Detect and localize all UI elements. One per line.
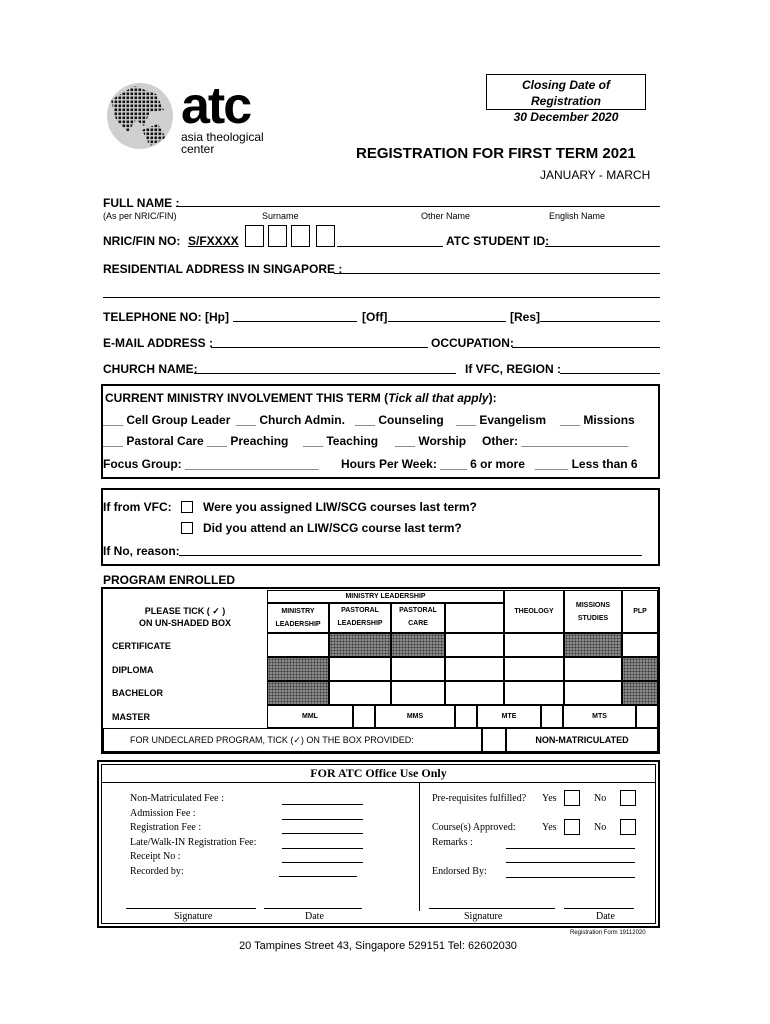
shaded-cell — [267, 681, 329, 705]
receipt-no-field[interactable] — [282, 862, 363, 863]
full-name-note: (As per NRIC/FIN) — [103, 211, 177, 221]
closing-date-label: Closing Date of Registration — [521, 78, 610, 108]
non-matriculated-fee-label: Non-Matriculated Fee : — [130, 793, 224, 804]
logo-subtitle: asia theological center — [181, 130, 264, 156]
footer-address: 20 Tampines Street 43, Singapore 529151 Tel: 62602030 — [239, 940, 517, 952]
student-id-label: ATC STUDENT ID: — [446, 234, 550, 248]
row-bachelor: BACHELOR — [112, 688, 163, 698]
row-master: MASTER — [112, 712, 150, 722]
master-mml-checkbox[interactable] — [353, 705, 375, 728]
remarks-field-line2[interactable] — [506, 862, 635, 863]
program-checkbox[interactable] — [504, 633, 564, 657]
program-checkbox[interactable] — [445, 681, 504, 705]
reason-field[interactable] — [179, 555, 642, 556]
ministry-option-worship[interactable]: ___ Worship — [395, 434, 467, 448]
remarks-label: Remarks : — [432, 837, 473, 848]
signature-line-right[interactable] — [429, 908, 555, 909]
focus-group-field[interactable]: Focus Group: ____________________ — [103, 457, 319, 471]
prereq-yes-label: Yes — [542, 793, 557, 804]
address-label: RESIDENTIAL ADDRESS IN SINGAPORE : — [103, 262, 343, 276]
student-id-field[interactable] — [545, 246, 660, 247]
program-checkbox[interactable] — [504, 681, 564, 705]
ministry-leadership-header: MINISTRY LEADERSHIP — [267, 590, 504, 603]
endorsed-by-label: Endorsed By: — [432, 866, 487, 877]
registration-fee-label: Registration Fee : — [130, 822, 202, 833]
courses-yes-label: Yes — [542, 822, 557, 833]
ministry-heading: CURRENT MINISTRY INVOLVEMENT THIS TERM (Tick all that apply): — [105, 391, 497, 405]
program-checkbox[interactable] — [329, 681, 391, 705]
col-plp: PLP — [622, 590, 658, 633]
ministry-option-counseling[interactable]: ___ Counseling — [355, 413, 444, 427]
date-line-right[interactable] — [564, 908, 634, 909]
ministry-option-evangelism[interactable]: ___ Evangelism — [456, 413, 547, 427]
row-diploma: DIPLOMA — [112, 665, 154, 675]
signature-label-left: Signature — [174, 911, 213, 922]
church-field[interactable] — [194, 373, 456, 374]
nric-value: S/FXXXX — [188, 234, 239, 248]
undeclared-label: FOR UNDECLARED PROGRAM, TICK (✓) ON THE BOX PROVIDED: — [130, 735, 414, 745]
shaded-cell — [622, 681, 658, 705]
master-mts-label: MTS — [563, 705, 636, 728]
master-mms-label: MMS — [375, 705, 455, 728]
shaded-cell — [622, 657, 658, 681]
res-phone-label: [Res] — [510, 310, 541, 324]
master-mml-label: MML — [267, 705, 353, 728]
col-pastoral-care: PASTORAL CARE — [391, 603, 445, 633]
occupation-field[interactable] — [512, 347, 660, 348]
program-instruction: PLEASE TICK ( ✓ ) ON UN-SHADED BOX — [138, 606, 231, 628]
courses-approved-label: Course(s) Approved: — [432, 822, 516, 833]
hp-field[interactable] — [233, 321, 357, 322]
occupation-label: OCCUPATION: — [431, 336, 514, 350]
courses-no-label: No — [594, 822, 607, 833]
late-registration-fee-field[interactable] — [282, 848, 363, 849]
vfc-assigned-question: Were you assigned LIW/SCG courses last term? — [203, 500, 477, 514]
shaded-cell — [267, 657, 329, 681]
prereq-label: Pre-requisites fulfilled? — [432, 793, 527, 804]
address-field[interactable] — [334, 273, 660, 274]
res-phone-field[interactable] — [540, 321, 660, 322]
logo-globe-icon — [106, 80, 174, 152]
master-mms-checkbox[interactable] — [455, 705, 477, 728]
program-checkbox[interactable] — [564, 657, 622, 681]
signature-label-right: Signature — [464, 911, 503, 922]
prereq-no-checkbox[interactable] — [620, 790, 636, 806]
admission-fee-label: Admission Fee : — [130, 808, 196, 819]
program-checkbox[interactable] — [329, 657, 391, 681]
email-label: E-MAIL ADDRESS : — [103, 336, 214, 350]
courses-yes-checkbox[interactable] — [564, 819, 580, 835]
non-matriculated-checkbox[interactable] — [482, 728, 506, 752]
late-registration-fee-label: Late/Walk-IN Registration Fee: — [130, 837, 257, 848]
full-name-label: FULL NAME : — [103, 196, 180, 210]
date-line-left[interactable] — [264, 908, 362, 909]
courses-no-checkbox[interactable] — [620, 819, 636, 835]
page-title: REGISTRATION FOR FIRST TERM 2021 — [356, 145, 636, 162]
vfc-attended-question: Did you attend an LIW/SCG course last term? — [203, 521, 462, 535]
non-matriculated-label: NON-MATRICULATED — [506, 728, 658, 752]
program-heading: PROGRAM ENROLLED — [103, 573, 235, 587]
english-name-label: English Name — [549, 211, 606, 221]
reason-label: If No, reason: — [103, 544, 180, 558]
program-checkbox[interactable] — [391, 657, 445, 681]
surname-label: Surname — [262, 211, 299, 221]
nric-label: NRIC/FIN NO: — [103, 234, 181, 248]
vfc-label: If from VFC: — [103, 500, 172, 514]
shaded-cell — [329, 633, 391, 657]
ministry-option-teaching[interactable]: ___ Teaching — [303, 434, 379, 448]
ministry-option-other[interactable]: Other: ________________ — [482, 434, 629, 448]
program-checkbox[interactable] — [391, 681, 445, 705]
shaded-cell — [564, 633, 622, 657]
prereq-yes-checkbox[interactable] — [564, 790, 580, 806]
non-matriculated-fee-field[interactable] — [282, 804, 363, 805]
col-pastoral-leadership: PASTORAL LEADERSHIP — [329, 603, 391, 633]
row-certificate: CERTIFICATE — [112, 641, 171, 651]
ministry-option-missions[interactable]: ___ Missions — [560, 413, 635, 427]
nric-field[interactable] — [337, 246, 443, 247]
program-checkbox[interactable] — [622, 633, 658, 657]
master-mts-checkbox[interactable] — [636, 705, 658, 728]
office-title: FOR ATC Office Use Only — [310, 766, 447, 780]
col-theology: THEOLOGY — [504, 590, 564, 633]
col-ministry-leadership: MINISTRY LEADERSHIP — [267, 603, 329, 633]
vfc-region-field[interactable] — [560, 373, 660, 374]
ministry-option-church-admin[interactable]: ___ Church Admin. — [236, 413, 345, 427]
office-divider — [419, 783, 420, 911]
other-name-label: Other Name — [421, 211, 471, 221]
program-checkbox[interactable] — [564, 681, 622, 705]
full-name-field[interactable] — [176, 206, 660, 207]
date-label-right: Date — [596, 911, 615, 922]
closing-date-value: 30 December 2020 — [513, 110, 619, 124]
program-checkbox[interactable] — [445, 633, 504, 657]
office-title-divider — [101, 782, 656, 783]
col-blank — [445, 603, 504, 633]
program-checkbox[interactable] — [445, 657, 504, 681]
telephone-label: TELEPHONE NO: [Hp] — [103, 310, 229, 324]
admission-fee-field[interactable] — [282, 819, 363, 820]
hours-per-week-field[interactable]: Hours Per Week: ____ 6 or more _____ Less than 6 — [341, 457, 638, 471]
vfc-assigned-checkbox[interactable] — [181, 501, 193, 513]
email-field[interactable] — [211, 347, 428, 348]
logo-wordmark: atc — [181, 77, 251, 135]
endorsed-by-field[interactable] — [506, 877, 635, 878]
ministry-option-pastoral-care[interactable]: ___ Pastoral Care — [103, 434, 204, 448]
master-mte-checkbox[interactable] — [541, 705, 563, 728]
address-field-line2[interactable] — [103, 297, 660, 298]
shaded-cell — [391, 633, 445, 657]
ministry-option-cell-group[interactable]: ___ Cell Group Leader — [103, 413, 231, 427]
master-mte-label: MTE — [477, 705, 541, 728]
ministry-option-preaching[interactable]: ___ Preaching — [207, 434, 289, 448]
registration-fee-field[interactable] — [282, 833, 363, 834]
col-missions-studies: MISSIONS STUDIES — [564, 590, 622, 633]
term-months: JANUARY - MARCH — [540, 168, 651, 182]
nric-digit-box[interactable] — [316, 225, 335, 247]
receipt-no-label: Receipt No : — [130, 851, 181, 862]
program-checkbox[interactable] — [504, 657, 564, 681]
church-label: CHURCH NAME: — [103, 362, 198, 376]
nric-digit-box[interactable] — [268, 225, 287, 247]
program-checkbox[interactable] — [267, 633, 329, 657]
vfc-attended-checkbox[interactable] — [181, 522, 193, 534]
signature-line-left[interactable] — [126, 908, 256, 909]
date-label-left: Date — [305, 911, 324, 922]
office-phone-label: [Off] — [362, 310, 388, 324]
closing-date-box — [486, 74, 646, 124]
office-phone-field[interactable] — [388, 321, 506, 322]
nric-digit-box[interactable] — [245, 225, 264, 247]
recorded-by-label: Recorded by: — [130, 866, 184, 877]
recorded-by-field[interactable] — [279, 876, 357, 877]
remarks-field[interactable] — [506, 848, 635, 849]
prereq-no-label: No — [594, 793, 607, 804]
form-number: Registration Form 19112020 — [570, 930, 646, 936]
vfc-region-label: If VFC, REGION : — [465, 362, 561, 376]
nric-digit-box[interactable] — [291, 225, 310, 247]
